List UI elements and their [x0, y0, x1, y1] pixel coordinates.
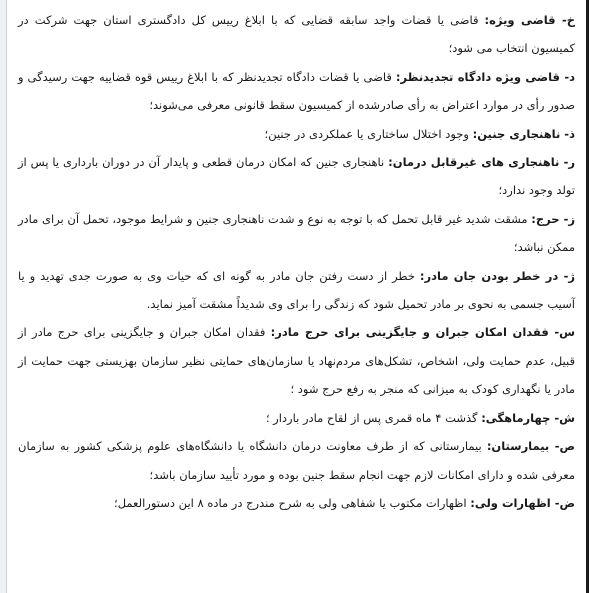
definition-ze [18, 205, 575, 262]
definition-text: اظهارات مکتوب یا شفاهی ولی به شرح مندرج در ماده ۸ این دستورالعمل؛ [114, 495, 471, 510]
definition-text: مشقت شدید غیر قابل تحمل که با توجه به نوع و شدت ناهنجاری جنین و شرایط موجود، تحمل آن برای مادر ممکن نباشد؛ [18, 211, 575, 255]
definition-sin [18, 318, 575, 403]
definition-text: بیمارستانی که از طرف معاونت درمان دانشگاه یا دانشگاه‌های علوم پزشکی کشور به سازمان معرفی شده و دارای امکانات لازم جهت انجام سقط جنین بوده و مورد تأیید سازمان باشد؛ [18, 439, 575, 482]
definition-zad [18, 489, 575, 517]
definition-term: ض- اظهارات ولی: [470, 495, 575, 510]
definition-term: ص- بیمارستان: [486, 439, 575, 454]
definition-term: ذ- ناهنجاری جنین: [472, 126, 575, 141]
left-window-edge [0, 0, 7, 593]
definition-text: قاضی یا قضات دادگاه تجدیدنظر که با ابلاغ رییس قوه قضاییه جهت رسیدگی و صدور رأی در موارد اعتراض به رأی صادرشده از کمیسیون سقط قانونی معرفی می‌شوند؛ [18, 69, 575, 113]
document-body [18, 6, 575, 517]
definition-term: ر- ناهنجاری های غیرقابل درمان: [388, 155, 576, 170]
definition-term: ژ- در خطر بودن جان مادر: [419, 268, 575, 283]
definition-text: وجود اختلال ساختاری یا عملکردی در جنین؛ [264, 126, 473, 141]
definition-zhe [18, 262, 575, 319]
definition-shin [18, 404, 575, 432]
definition-zal [18, 120, 575, 148]
definition-text: گذشت ۴ ماه قمری پس از لقاح مادر باردار ؛ [265, 410, 482, 425]
definition-text: قاضی یا قضات واجد سابقه قضایی که با ابلاغ رییس کل دادگستری استان جهت شرکت در کمیسیون انتخاب می شود؛ [18, 13, 575, 56]
definition-term: خ- قاضی ویژه: [484, 13, 576, 27]
definition-term: ش- چهارماهگی: [481, 410, 575, 425]
definition-term: ز- حرج: [531, 211, 575, 226]
definition-text: ناهنجاری جنین که امکان درمان قطعی و پایدار آن در دوران بارداری یا پس از تولد وجود ندارد؛ [18, 155, 575, 198]
definition-sad [18, 432, 575, 489]
definition-text: خطر از دست رفتن جان مادر به گونه ای که حیات وی به صورت جدی تهدید و یا آسیب جسمی به نحوی بر مادر تحمیل شود که زندگی را برای وی شدیداً مشقت آمیز نماید. [18, 268, 575, 312]
definition-dal [18, 63, 575, 120]
definition-term: د- قاضی ویژه دادگاه تجدیدنظر: [395, 69, 575, 84]
definition-khe [18, 6, 575, 63]
definition-term: س- فقدان امکان جبران و جایگزینی برای حرج مادر: [270, 325, 575, 340]
definition-re [18, 148, 575, 205]
definition-text: فقدان امکان جبران و جایگزینی برای حرج مادر از قبیل، عدم حمایت ولی، اشخاص، تشکل‌های مردم‌نهاد یا سازمان‌های حمایتی نظیر سازمان بهزیستی جهت حمایت از مادر یا نگهداری کودک به میزانی که منجر به رفع حرج شود ؛ [18, 325, 575, 397]
